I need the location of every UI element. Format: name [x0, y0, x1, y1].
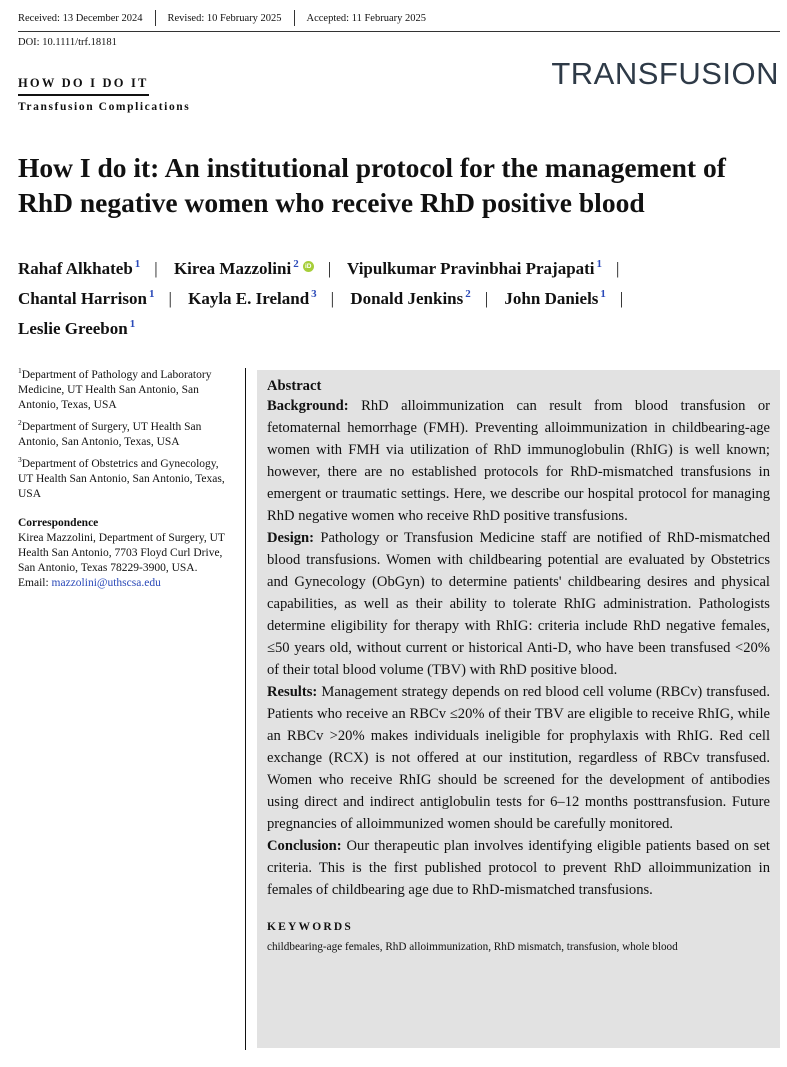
affiliation: $^2$Department of Surgery, UT Health San Antonio, San Antonio, Texas, USA [18, 418, 202, 448]
author[interactable]: Kirea Mazzolini $^2$ iD [174, 259, 314, 278]
header-rule [18, 31, 780, 32]
affiliation: $^1$Department of Pathology and Laboratory Medicine, UT Health San Antonio, San Antonio, Texas, USA [18, 366, 212, 411]
author[interactable]: Donald Jenkins $^2$ [350, 288, 471, 308]
affiliation-marker[interactable]: 1 [129, 318, 136, 330]
affiliation: $^3$Department of Obstetrics and Gynecology, UT Health San Antonio, San Antonio, Texas, USA [18, 455, 225, 500]
affiliation-marker[interactable]: 3 [311, 288, 317, 300]
received-date: Received: 13 December 2024 [18, 12, 143, 24]
affiliation-marker[interactable]: 1 [148, 288, 155, 300]
author-separator: | [330, 289, 335, 308]
email-link[interactable]: mazzolini@uthscsa.edu [51, 577, 161, 589]
affiliation-marker[interactable]: 1 [596, 258, 603, 270]
author-list [18, 254, 778, 344]
accepted-date: Accepted: 11 February 2025 [306, 12, 426, 24]
author[interactable]: Leslie Greebon $^1$ [18, 318, 136, 338]
orcid-icon[interactable]: iD [303, 261, 314, 272]
author[interactable]: Rahaf Alkhateb $^1$ [18, 258, 141, 278]
correspondence-heading: Correspondence [18, 517, 99, 529]
article-title: How I do it: An institutional protocol for the management of RhD negative women who receive RhD positive blood [18, 152, 726, 218]
correspondence-email: Email: mazzolini@uthscsa.edu [18, 577, 161, 589]
affiliation-marker[interactable]: 1 [134, 258, 141, 270]
author-separator: | [616, 259, 620, 278]
keywords-heading: KEYWORDS [267, 921, 353, 933]
author-separator: | [154, 259, 158, 278]
author-separator: | [327, 259, 332, 278]
affiliation-marker[interactable]: 2 [465, 288, 471, 300]
affiliation-marker[interactable]: 2 [293, 258, 299, 270]
author[interactable]: Kayla E. Ireland $^3$ [188, 288, 317, 308]
doi[interactable]: DOI: 10.1111/trf.18181 [18, 37, 117, 48]
keywords-list: childbearing-age females, RhD alloimmunization, RhD mismatch, transfusion, whole blood [267, 941, 678, 953]
correspondence-text: Kirea Mazzolini, Department of Surgery, UT Health San Antonio, 7703 Floyd Curl Drive, San Antonio, Texas 78229-3900, USA. [18, 532, 225, 574]
revised-date: Revised: 10 February 2025 [167, 12, 282, 24]
column-divider [245, 368, 246, 1050]
author[interactable]: John Daniels $^1$ [504, 288, 606, 308]
journal-logo[interactable]: TRANSFUSION [551, 56, 779, 91]
article-dates [18, 10, 780, 26]
abstract-results: Results: Management strategy depends on red blood cell volume (RBCv) transfused. Patients who receive an RBCv ≤20% of their TBV are eligible to receive RhIG, while an RBCv >20% makes individuals ineligible for prophylaxis with RhIG. Red cell exchange (RCX) is not offered at our institution, regardless of RBCv transfused. Women who receive RhIG should be screened for the development of antibodies using direct and indirect antiglobulin tests for 6–12 months posttransfusion. Future pregnancies of alloimmunized women should be carefully monitored. [267, 684, 770, 832]
abstract-design: Design: Pathology or Transfusion Medicine staff are notified of RhD-mismatched blood transfusions. Women with childbearing potential are evaluated by Obstetrics and Gynecology (ObGyn) to determine patients' childbearing desires and physical capabilities, as well as their ability to tolerate RhIG administration. Pathologists determine eligibility for therapy with RhIG: criteria include RhD negative females, ≤50 years old, without current or historical Anti-D, who have been transfused <20% of their total blood volume (TBV) with RhD positive blood. [267, 530, 770, 678]
affiliation-marker[interactable]: 1 [600, 288, 606, 300]
abstract-box [257, 370, 780, 1048]
author-separator: | [168, 289, 172, 308]
author-separator: | [484, 289, 489, 308]
author-separator: | [619, 289, 624, 308]
section-label: HOW DO I DO IT [18, 76, 149, 96]
sidebar-info [18, 368, 234, 591]
author[interactable]: Vipulkumar Pravinbhai Prajapati $^1$ [347, 258, 603, 278]
date-divider [294, 10, 295, 26]
abstract-background: Background: RhD alloimmunization can result from blood transfusion or fetomaternal hemorrhage (FMH). Preventing alloimmunization in childbearing-age women with FMH via utilization of RhD immunoglobulin (RhIG) is well known; however, there are no established protocols for RhD-mismatched transfusions in emergent or traumatic settings. Here, we describe our hospital protocol for managing RhD negative women who receive RhD positive transfusions. [267, 398, 770, 524]
abstract-heading: Abstract [267, 378, 322, 394]
article-category: Transfusion Complications [18, 101, 191, 113]
date-divider [155, 10, 156, 26]
author[interactable]: Chantal Harrison $^1$ [18, 288, 155, 308]
abstract-conclusion: Conclusion: Our therapeutic plan involves identifying eligible patients based on set criteria. This is the first published protocol to prevent RhD alloimmunization in females of childbearing age due to RhD-mismatched transfusions. [267, 838, 770, 898]
